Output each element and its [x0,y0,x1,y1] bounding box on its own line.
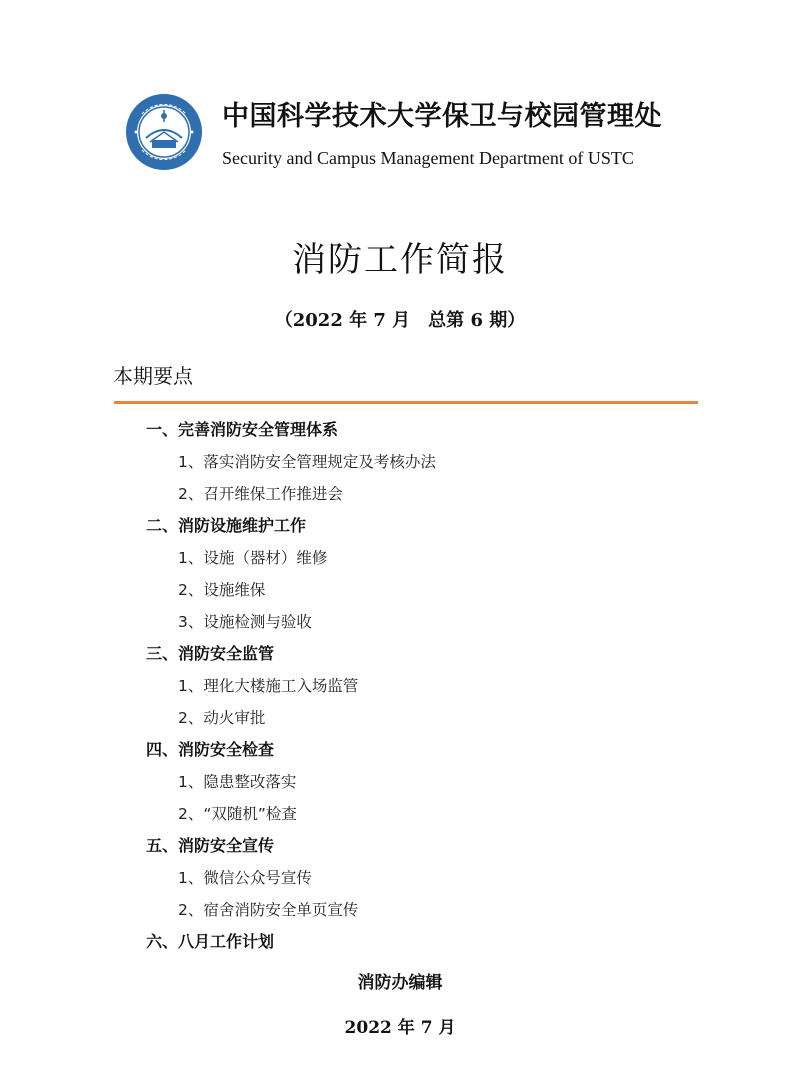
toc-section-heading: 四、消防安全检查 [146,740,275,759]
toc-section-heading: 三、消防安全监管 [146,644,275,663]
toc-subitem: 2、“双随机”检查 [178,805,297,823]
toc-subitem: 1、理化大楼施工入场监管 [178,677,359,695]
editor-credit: 消防办编辑 [357,973,443,993]
org-name-cn: 中国科学技术大学保卫与校园管理处 [222,101,662,132]
divider-line [114,401,698,404]
toc-subitem: 1、落实消防安全管理规定及考核办法 [178,453,436,471]
toc-section-heading: 六、八月工作计划 [146,932,275,951]
toc-subitem: 1、隐患整改落实 [178,773,297,791]
toc-subitem: 3、设施检测与验收 [178,613,312,631]
toc-subitem: 1、微信公众号宣传 [178,869,312,887]
toc-section-heading: 一、完善消防安全管理体系 [146,420,339,439]
highlights-list [0,414,800,958]
document-title: 消防工作简报 [292,240,508,280]
toc-section-heading: 二、消防设施维护工作 [146,516,307,535]
letterhead [124,92,684,176]
org-name-en: Security and Campus Management Department of USTC [222,148,634,168]
toc-section-heading: 五、消防安全宣传 [146,836,275,855]
toc-subitem: 2、宿舍消防安全单页宣传 [178,901,359,919]
issue-date: 2022 年 7 月 [344,1018,456,1038]
ustc-seal-icon [124,92,204,172]
toc-subitem: 2、设施维保 [178,581,266,599]
highlights-heading: 本期要点 [113,364,193,388]
toc-subitem: 1、设施（器材）维修 [178,549,328,567]
toc-subitem: 2、动火审批 [178,709,266,727]
toc-subitem: 2、召开维保工作推进会 [178,485,343,503]
document-subtitle: （2022 年 7 月 总第 6 期） [274,310,526,331]
